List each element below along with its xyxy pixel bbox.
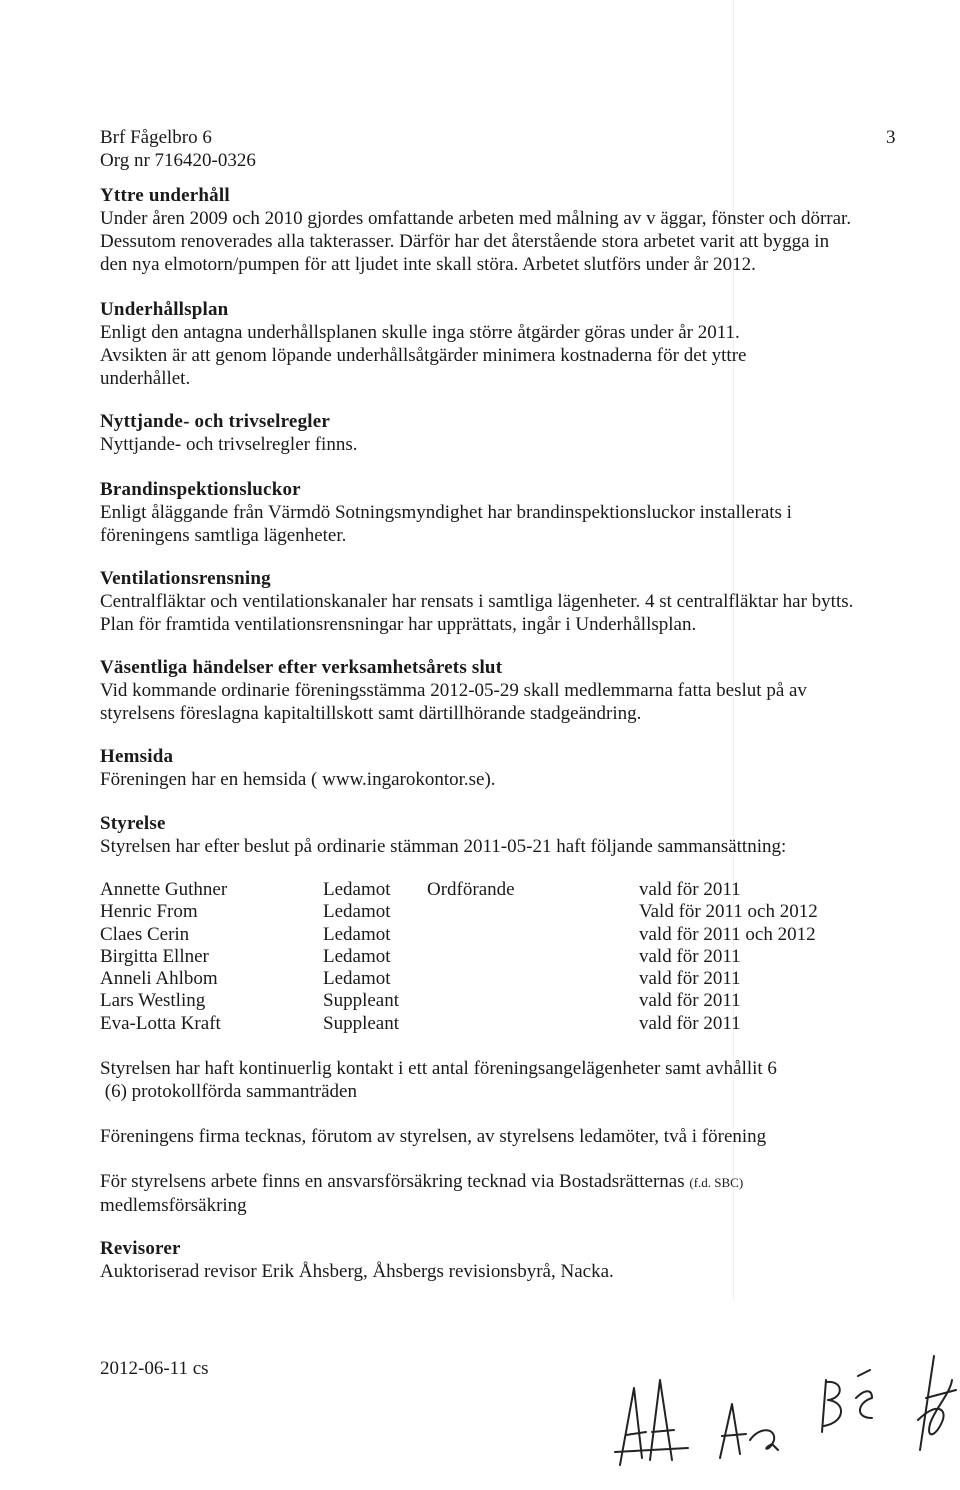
table-row [100,879,860,901]
section-line: (6) protokollförda sammanträden [100,1081,357,1102]
paragraph-signing [100,1125,910,1148]
board-members-table [100,879,860,1035]
section-heading: Väsentliga händelser efter verksamhetsårets slut [100,657,503,678]
org-number: Org nr 716420-0326 [100,150,256,171]
member-role: Ledamot [323,968,391,990]
section-line: Föreningen har en hemsida ( www.ingarokontor.se). [100,769,496,790]
section-line [100,1170,910,1194]
section-heading: Nyttjande- och trivselregler [100,411,331,432]
signature-initial-be [822,1370,872,1432]
section-hemsida [100,745,910,791]
section-heading: Ventilationsrensning [100,568,271,589]
section-line: föreningens samtliga lägenheter. [100,525,347,546]
signature-initials [600,1340,960,1480]
section-line: Plan för framtida ventilationsrensningar har upprättats, ingår i Underhållsplan. [100,614,697,635]
member-name: Anneli Ahlbom [100,968,218,990]
member-elected: vald för 2011 [639,945,741,967]
section-line: Enligt den antagna underhållsplanen skulle inga större åtgärder göras under år 2011. [100,322,740,343]
section-line: Styrelsen har efter beslut på ordinarie stämman 2011-05-21 haft följande sammansättning: [100,836,787,857]
document-header [100,126,900,172]
section-heading: Styrelse [100,813,166,834]
paragraph-insurance [100,1170,910,1217]
section-nyttjande [100,410,910,456]
page-number: 3 [886,127,896,148]
member-name: Claes Cerin [100,923,190,945]
section-line: Vid kommande ordinarie föreningsstämma 2012-05-29 skall medlemmarna fatta beslut på av [100,680,807,701]
section-yttre-underhall [100,184,910,276]
section-line: Enligt åläggande från Värmdö Sotningsmyndighet har brandinspektionsluckor installerats i [100,502,792,523]
insurance-note: (f.d. SBC) [689,1175,744,1190]
section-line: Under åren 2009 och 2010 gjordes omfattande arbeten med målning av v äggar, fönster och dörrar. [100,208,852,229]
signature-initial-bh [918,1356,956,1450]
section-heading: Hemsida [100,746,174,767]
section-heading: Underhållsplan [100,299,229,320]
section-styrelse [100,812,910,858]
section-line: Nyttjande- och trivselregler finns. [100,434,358,455]
section-line: styrelsens föreslagna kapitaltillskott samt därtillhörande stadgeändring. [100,703,642,724]
org-name: Brf Fågelbro 6 [100,127,212,148]
table-row [100,924,860,946]
member-title: Ordförande [427,879,515,900]
insurance-text: För styrelsens arbete finns en ansvarsförsäkring tecknad via Bostadsrätternas [100,1171,685,1192]
table-row [100,968,860,990]
section-line: medlemsförsäkring [100,1195,247,1216]
table-row [100,901,860,923]
paragraph-meetings [100,1057,910,1103]
member-role: Ledamot [323,879,391,900]
section-line: den nya elmotorn/pumpen för att ljudet inte skall störa. Arbetet slutförs under år 2012. [100,254,756,275]
section-line: Auktoriserad revisor Erik Åhsberg, Åhsbergs revisionsbyrå, Nacka. [100,1261,614,1282]
section-vasentliga-handelser [100,656,910,725]
section-underhallsplan [100,298,910,390]
member-elected: Vald för 2011 och 2012 [639,901,818,923]
member-role: Ledamot [323,945,391,967]
section-brandinspektionsluckor [100,478,910,547]
member-elected: vald för 2011 [639,990,741,1012]
section-line: Centralfläktar och ventilationskanaler har rensats i samtliga lägenheter. 4 st centralfläktar har bytts. [100,591,854,612]
table-row [100,990,860,1012]
member-elected: vald för 2011 [639,1012,741,1034]
signature-drawing [600,1340,960,1480]
member-role: Suppleant [323,1012,399,1034]
section-line: Styrelsen har haft kontinuerlig kontakt i ett antal föreningsangelägenheter samt avhållit 6 [100,1058,777,1079]
section-line: Föreningens firma tecknas, förutom av styrelsen, av styrelsens ledamöter, två i förening [100,1126,767,1147]
member-role: Ledamot [323,901,391,923]
member-name: Birgitta Ellner [100,945,209,967]
section-ventilationsrensning [100,567,910,636]
member-name: Lars Westling [100,990,206,1012]
member-elected: vald för 2011 [639,879,741,900]
section-heading: Revisorer [100,1238,181,1259]
member-elected: vald för 2011 [639,968,741,990]
member-name: Annette Guthner [100,879,228,900]
section-revisorer [100,1237,910,1283]
member-role: Suppleant [323,990,399,1012]
table-row [100,946,860,968]
document-date: 2012-06-11 cs [100,1358,209,1379]
member-elected: vald för 2011 och 2012 [639,923,816,945]
section-heading: Brandinspektionsluckor [100,479,301,500]
signature-initial-ag [720,1404,778,1458]
member-role: Ledamot [323,923,391,945]
table-row [100,1013,860,1035]
section-line: Dessutom renoverades alla takterasser. Därför har det återstående stora arbetet varit att bygga in [100,231,830,252]
signature-initial-aa [615,1380,688,1465]
section-line: Avsikten är att genom löpande underhållsåtgärder minimera kostnaderna för det yttre [100,345,747,366]
section-line: underhållet. [100,368,191,389]
member-name: Eva-Lotta Kraft [100,1012,221,1034]
member-name: Henric From [100,901,198,923]
section-heading: Yttre underhåll [100,185,230,206]
